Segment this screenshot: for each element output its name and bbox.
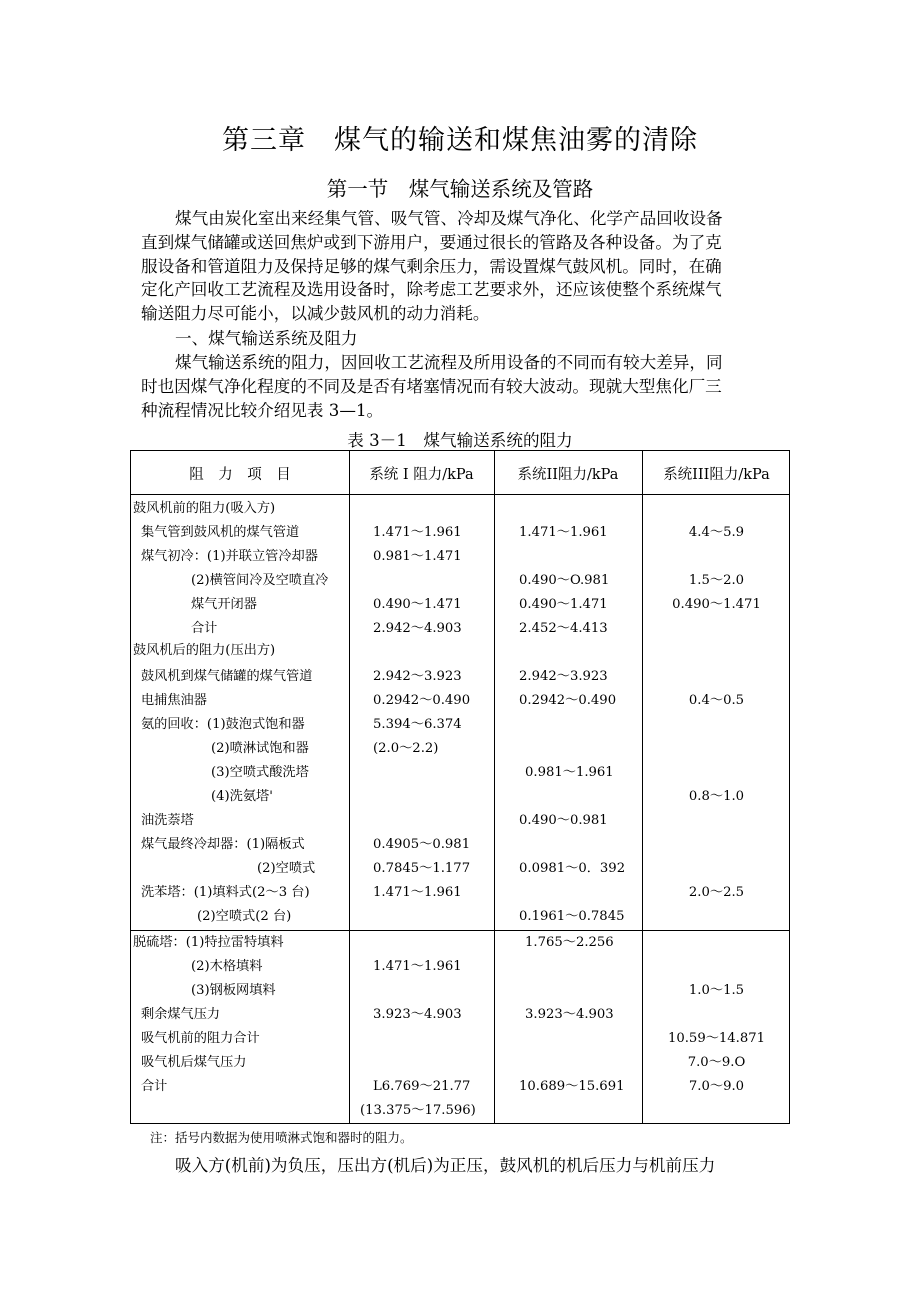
table-column-divider xyxy=(349,451,350,1123)
row-value-s3: 1.0～1.5 xyxy=(688,983,745,998)
row-value-s2: 10.689～15.691 xyxy=(519,1079,625,1094)
row-item-label: 鼓风机前的阻力(吸入方) xyxy=(133,501,276,516)
row-item-label: 油洗萘塔 xyxy=(141,813,194,828)
row-item-label: (2)空喷式 xyxy=(257,861,316,876)
header-system-3: 系统III阻力/kPa xyxy=(663,467,770,483)
row-value-s1: 1.471～1.961 xyxy=(373,525,462,540)
row-item-label: 吸气机前的阻力合计 xyxy=(141,1031,260,1046)
row-value-s1: 0.2942～0.490 xyxy=(373,693,471,708)
row-item-label: (3)钢板网填料 xyxy=(191,983,276,998)
subheading: 一、煤气输送系统及阻力 xyxy=(175,329,358,348)
row-value-s1: (2.0～2.2) xyxy=(373,741,439,756)
row-value-s2: 0.0981～0．392 xyxy=(519,861,626,876)
row-value-s1: 1.471～1.961 xyxy=(373,885,462,900)
header-system-2: 系统II阻力/kPa xyxy=(517,467,619,483)
paragraph-line: 时也因煤气净化程度的不同及是否有堵塞情况而有较大波动。现就大型焦化厂三 xyxy=(141,376,722,396)
row-value-s1: 1.471～1.961 xyxy=(373,959,462,974)
row-item-label: 煤气最终冷却器：(1)隔板式 xyxy=(141,837,305,852)
row-item-label: (2)横管间冷及空喷直冷 xyxy=(191,573,329,588)
table-header-divider xyxy=(131,494,789,495)
row-value-s1: 3.923～4.903 xyxy=(373,1007,462,1022)
row-value-s1: (13.375～17.596) xyxy=(360,1103,476,1118)
row-value-s2: 2.452～4.413 xyxy=(519,621,608,636)
row-item-label: 剩余煤气压力 xyxy=(141,1007,221,1022)
row-item-label: 洗苯塔：(1)填料式(2～3 台) xyxy=(141,885,310,900)
row-value-s2: 2.942～3.923 xyxy=(519,669,608,684)
row-value-s1: 0.981～1.471 xyxy=(373,549,462,564)
paragraph-line: 煤气输送系统的阻力，因回收工艺流程及所用设备的不同而有较大差异，同 xyxy=(175,353,723,372)
section-title: 第一节 煤气输送系统及管路 xyxy=(326,177,594,201)
paragraph-line: 定化产回收工艺流程及选用设备时，除考虑工艺要求外，还应该使整个系统煤气 xyxy=(141,280,722,300)
row-value-s3: 0.490～1.471 xyxy=(672,597,761,612)
row-item-label: 合计 xyxy=(191,621,218,636)
header-system-1: 系统 I 阻力/kPa xyxy=(369,467,474,483)
row-value-s1: 2.942～4.903 xyxy=(373,621,462,636)
row-value-s3: 0.4～0.5 xyxy=(688,693,745,708)
table-column-divider xyxy=(494,451,495,1123)
paragraph-line: 服设备和管道阻力及保持足够的煤气剩余压力，需设置煤气鼓风机。同时，在确 xyxy=(141,256,722,276)
row-value-s3: 0.8～1.0 xyxy=(688,789,745,804)
paragraph-line: 种流程情况比较介绍见表 3—1。 xyxy=(141,400,384,420)
chapter-title: 第三章 煤气的输送和煤焦油雾的清除 xyxy=(222,125,698,156)
row-item-label: (2)空喷式(2 台) xyxy=(197,909,292,924)
row-value-s1: 0.7845～1.177 xyxy=(373,861,471,876)
row-item-label: (3)空喷式酸洗塔 xyxy=(211,765,309,780)
row-value-s3: 4.4～5.9 xyxy=(688,525,745,540)
row-value-s2: 0.490～0.981 xyxy=(519,813,608,828)
row-value-s2: 1.471～1.961 xyxy=(519,525,608,540)
header-item: 阻 力 项 目 xyxy=(189,467,291,483)
row-item-label: (2)木格填料 xyxy=(191,959,263,974)
row-value-s2: 0.490～O.981 xyxy=(519,573,610,588)
row-value-s1: L6.769～21.77 xyxy=(373,1079,471,1094)
row-item-label: 集气管到鼓风机的煤气管道 xyxy=(141,525,300,540)
paragraph-line: 输送阻力尽可能小，以减少鼓风机的动力消耗。 xyxy=(141,304,490,324)
row-item-label: (4)洗氨塔' xyxy=(211,789,273,804)
row-value-s2: 0.1961～0.7845 xyxy=(519,909,625,924)
row-item-label: 鼓风机后的阻力(压出方) xyxy=(133,643,276,658)
row-value-s3: 7.0～9.O xyxy=(687,1055,746,1070)
row-item-label: 吸气机后煤气压力 xyxy=(141,1055,247,1070)
row-value-s1: 0.4905～0.981 xyxy=(373,837,471,852)
row-item-label: (2)喷淋试饱和器 xyxy=(211,741,309,756)
row-value-s3: 1.5～2.0 xyxy=(688,573,745,588)
row-value-s2: 1.765～2.256 xyxy=(525,935,614,950)
row-item-label: 煤气初冷：(1)并联立管冷却器 xyxy=(141,549,318,564)
row-value-s1: 0.490～1.471 xyxy=(373,597,462,612)
paragraph-1 xyxy=(141,207,781,326)
row-value-s3: 7.0～9.0 xyxy=(688,1079,745,1094)
row-value-s2: 0.981～1.961 xyxy=(525,765,614,780)
resistance-table xyxy=(130,450,790,1124)
row-item-label: 合计 xyxy=(141,1079,168,1094)
table-note: 注：括号内数据为使用喷淋式饱和器时的阻力。 xyxy=(150,1130,413,1145)
paragraph-line: 直到煤气储罐或送回焦炉或到下游用户，要通过很长的管路及各种设备。为了克 xyxy=(141,232,722,252)
row-item-label: 煤气开闭器 xyxy=(191,597,257,612)
row-item-label: 电捕焦油器 xyxy=(141,693,207,708)
table-section-divider xyxy=(131,930,789,931)
row-item-label: 鼓风机到煤气储罐的煤气管道 xyxy=(141,669,313,684)
row-item-label: 氨的回收：(1)鼓泡式饱和器 xyxy=(141,717,305,732)
paragraph-2 xyxy=(141,351,781,422)
paragraph-line: 煤气由炭化室出来经集气管、吸气管、冷却及煤气净化、化学产品回收设备 xyxy=(175,209,723,228)
row-value-s1: 5.394～6.374 xyxy=(373,717,462,732)
row-value-s2: 0.2942～0.490 xyxy=(519,693,617,708)
row-item-label: 脱硫塔：(1)特拉雷特填料 xyxy=(133,935,284,950)
row-value-s3: 2.0～2.5 xyxy=(688,885,745,900)
table-caption: 表 3－1 煤气输送系统的阻力 xyxy=(347,431,573,450)
row-value-s2: 0.490～1.471 xyxy=(519,597,608,612)
continuation-text: 吸入方(机前)为负压，压出方(机后)为正压，鼓风机的机后压力与机前压力 xyxy=(175,1156,716,1175)
row-value-s2: 3.923～4.903 xyxy=(525,1007,614,1022)
row-value-s3: 10.59～14.871 xyxy=(667,1031,766,1046)
table-column-divider xyxy=(642,451,643,1123)
row-value-s1: 2.942～3.923 xyxy=(373,669,462,684)
